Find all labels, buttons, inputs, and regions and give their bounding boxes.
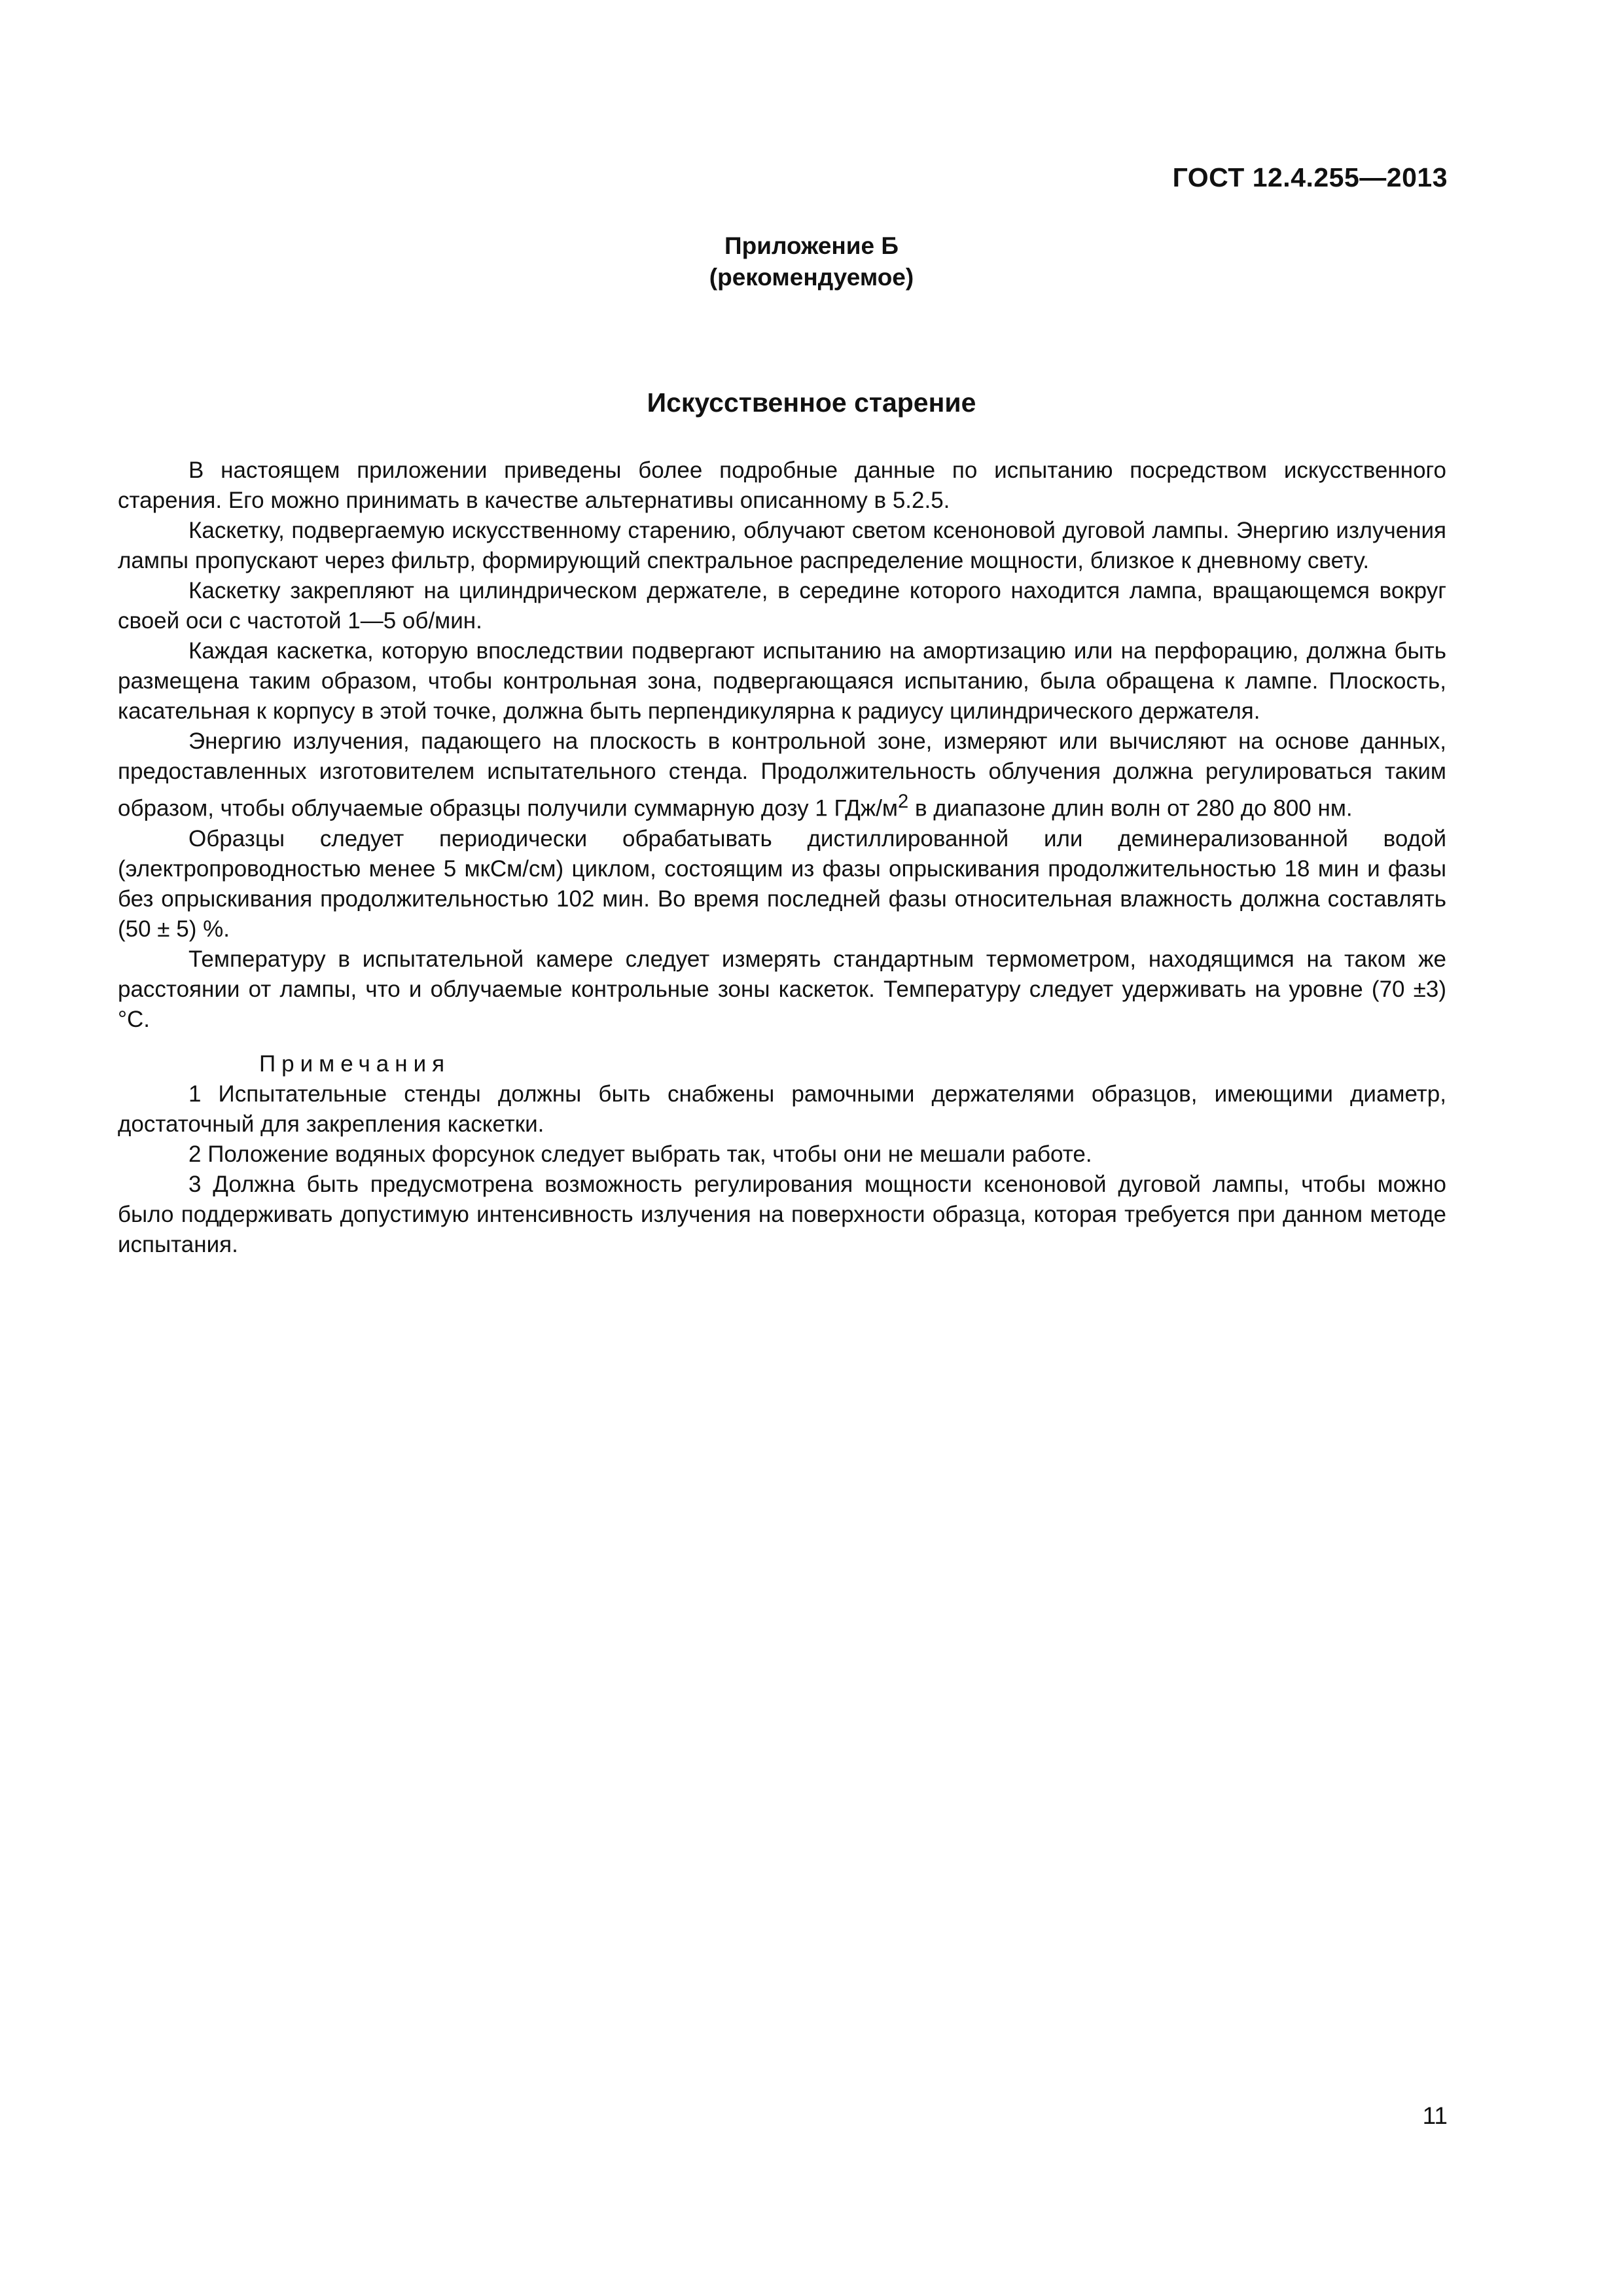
paragraph: Каждая каскетка, которую впоследствии подвергают испытанию на амортизацию или на перфорацию, должна быть размещена таким образом, чтобы контрольная зона, подвергающаяся испытанию, была обращена к лампе. Плоскость, касательная к корпусу в этой точке, должна быть перпендикулярна к радиусу цилиндрического держателя. <box>118 638 1446 724</box>
paragraph-energy <box>118 726 1446 824</box>
body-text <box>118 456 1446 1260</box>
section-title: Искусственное старение <box>647 387 976 418</box>
note-item: 1 Испытательные стенды должны быть снабжены рамочными держателями образцов, имеющими диаметр, достаточный для закрепления каскетки. <box>118 1081 1446 1137</box>
paragraph: Температуру в испытательной камере следует измерять стандартным термометром, находящимся на таком же расстоянии от лампы, что и облучаемые контрольные зоны каскеток. Температуру следует удерживать на уровне (70 ±3) °С. <box>118 946 1446 1032</box>
standard-number: ГОСТ 12.4.255—2013 <box>1172 162 1448 192</box>
notes-section <box>118 1049 1446 1260</box>
note-item: 3 Должна быть предусмотрена возможность регулирования мощности ксеноновой дуговой лампы, чтобы можно было поддерживать допустимую интенсивность излучения на поверхности образца, которая требуется при данном методе испытания. <box>118 1171 1446 1257</box>
notes-heading: Примечания <box>259 1050 451 1077</box>
annex-title: Приложение Б <box>724 232 899 259</box>
paragraph: Каскетку закрепляют на цилиндрическом держателе, в середине которого находится лампа, вращающемся вокруг своей оси с частотой 1—5 об/мин. <box>118 578 1446 634</box>
annex-heading <box>0 230 1623 293</box>
paragraph-energy-text: Энергию излучения, падающего на плоскость в контрольной зоне, измеряют или вычисляют на основе данных, предоставленных изготовителем испытательного стенда. Продолжительность облучения должна регулироваться таким образом, чтобы облучаемые образцы получили суммарную дозу 1 ГДж/м <box>118 728 1446 821</box>
annex-status: (рекомендуемое) <box>709 264 914 291</box>
paragraph: Образцы следует периодически обрабатывать дистиллированной или деминерализованной водой (электропроводностью менее 5 мкСм/см) циклом, состоящим из фазы опрыскивания продолжительностью 18 мин и фазы без опрыскивания продолжительностью 102 мин. Во время последней фазы относительная влажность должна составлять (50 ± 5) %. <box>118 825 1446 942</box>
page-number: 11 <box>1422 2102 1448 2129</box>
paragraph-energy-text-end: в диапазоне длин волн от 280 до 800 нм. <box>908 795 1353 821</box>
paragraph: В настоящем приложении приведены более подробные данные по испытанию посредством искусственного старения. Его можно принимать в качестве альтернативы описанному в 5.2.5. <box>118 457 1446 513</box>
note-item: 2 Положение водяных форсунок следует выбрать так, чтобы они не мешали работе. <box>188 1141 1092 1167</box>
paragraph: Каскетку, подвергаемую искусственному старению, облучают светом ксеноновой дуговой лампы. Энергию излучения лампы пропускают через фильтр, формирующий спектральное распределение мощности, близкое к дневному свету. <box>118 518 1446 573</box>
unit-superscript: 2 <box>898 791 909 812</box>
